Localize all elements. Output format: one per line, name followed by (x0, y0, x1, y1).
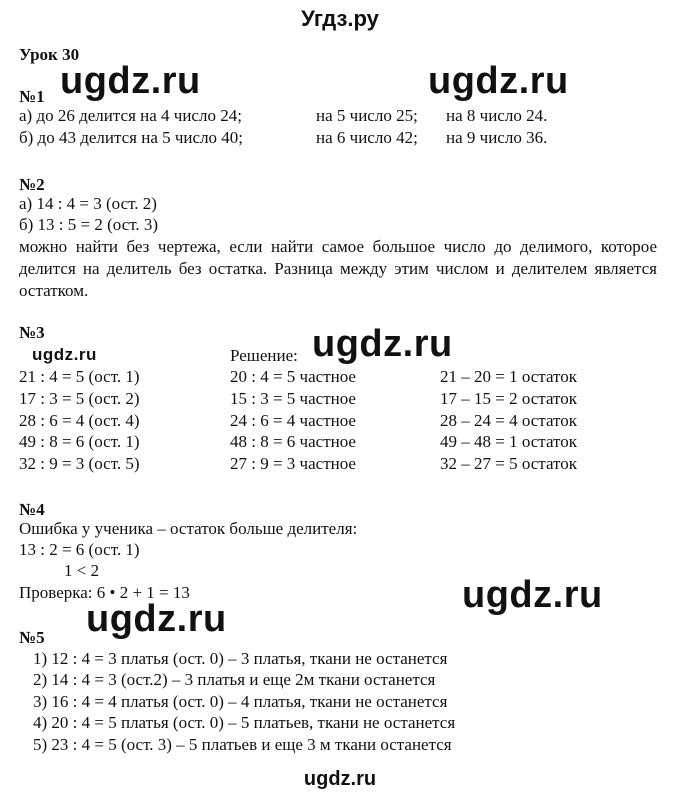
task3-row3-col3: 28 – 24 = 4 остаток (440, 411, 578, 430)
watermark-5: ugdz.ru (462, 574, 603, 616)
task3-row4-col3: 49 – 48 = 1 остаток (440, 432, 578, 451)
watermark-4-small: ugdz.ru (32, 345, 97, 364)
task1-b-col3: на 9 число 36. (446, 128, 548, 147)
task5-line1: 1) 12 : 4 = 3 платья (ост. 0) – 3 платья, ткани не останется (33, 649, 448, 668)
task1-a-col1: а) до 26 делится на 4 число 24; (19, 106, 242, 125)
task3-solution-label: Решение: (230, 346, 298, 365)
task4-line3: 1 < 2 (64, 561, 100, 580)
task5-line2: 2) 14 : 4 = 3 (ост.2) – 3 платья и еще 2м ткани останется (33, 670, 436, 689)
task1-a-col2: на 5 число 25; (316, 106, 418, 125)
task1-b-col2: на 6 число 42; (316, 128, 418, 147)
task2-explanation: можно найти без чертежа, если найти самое большое число до делимого, которое делится на делитель без остатка. Разница между этим числом и делителем является остатком. (19, 237, 657, 300)
site-title: Угдз.ру (301, 6, 379, 31)
task3-row1-col2: 20 : 4 = 5 частное (230, 367, 356, 386)
task2-number: №2 (19, 175, 45, 194)
watermark-1: ugdz.ru (60, 60, 201, 102)
task3-row5-col1: 32 : 9 = 3 (ост. 5) (19, 454, 140, 473)
task3-row1-col3: 21 – 20 = 1 остаток (440, 367, 578, 386)
task5-line3: 3) 16 : 4 = 4 платья (ост. 0) – 4 платья, ткани не останется (33, 692, 448, 711)
watermark-2: ugdz.ru (428, 60, 569, 102)
lesson-title: Урок 30 (19, 45, 80, 64)
task5-number: №5 (19, 628, 45, 647)
task5-line4: 4) 20 : 4 = 5 платья (ост. 0) – 5 платьев, ткани не останется (33, 713, 456, 732)
watermark-3: ugdz.ru (312, 323, 453, 365)
task3-row2-col2: 15 : 3 = 5 частное (230, 389, 356, 408)
task3-row2-col1: 17 : 3 = 5 (ост. 2) (19, 389, 140, 408)
task1-a-col3: на 8 число 24. (446, 106, 548, 125)
task3-row3-col1: 28 : 6 = 4 (ост. 4) (19, 411, 140, 430)
footer-watermark: ugdz.ru (303, 768, 377, 790)
task3-row1-col1: 21 : 4 = 5 (ост. 1) (19, 367, 140, 386)
task3-row5-col2: 27 : 9 = 3 частное (230, 454, 356, 473)
task4-number: №4 (19, 500, 45, 519)
task3-row2-col3: 17 – 15 = 2 остаток (440, 389, 578, 408)
task3-row4-col2: 48 : 8 = 6 частное (230, 432, 356, 451)
watermark-6: ugdz.ru (86, 598, 227, 640)
task3-number: №3 (19, 323, 45, 342)
task4-line2: 13 : 2 = 6 (ост. 1) (19, 540, 140, 559)
task3-row3-col2: 24 : 6 = 4 частное (230, 411, 356, 430)
task3-row4-col1: 49 : 8 = 6 (ост. 1) (19, 432, 140, 451)
task1-b-col1: б) до 43 делится на 5 число 40; (19, 128, 244, 147)
task2-a: а) 14 : 4 = 3 (ост. 2) (19, 194, 157, 213)
task3-row5-col3: 32 – 27 = 5 остаток (440, 454, 578, 473)
task1-number: №1 (19, 87, 45, 106)
task4-line4: Проверка: 6 • 2 + 1 = 13 (19, 583, 190, 602)
task5-line5: 5) 23 : 4 = 5 (ост. 3) – 5 платьев и еще 3 м ткани останется (33, 735, 452, 754)
task4-line1: Ошибка у ученика – остаток больше делителя: (19, 519, 358, 538)
task2-b: б) 13 : 5 = 2 (ост. 3) (19, 215, 159, 234)
